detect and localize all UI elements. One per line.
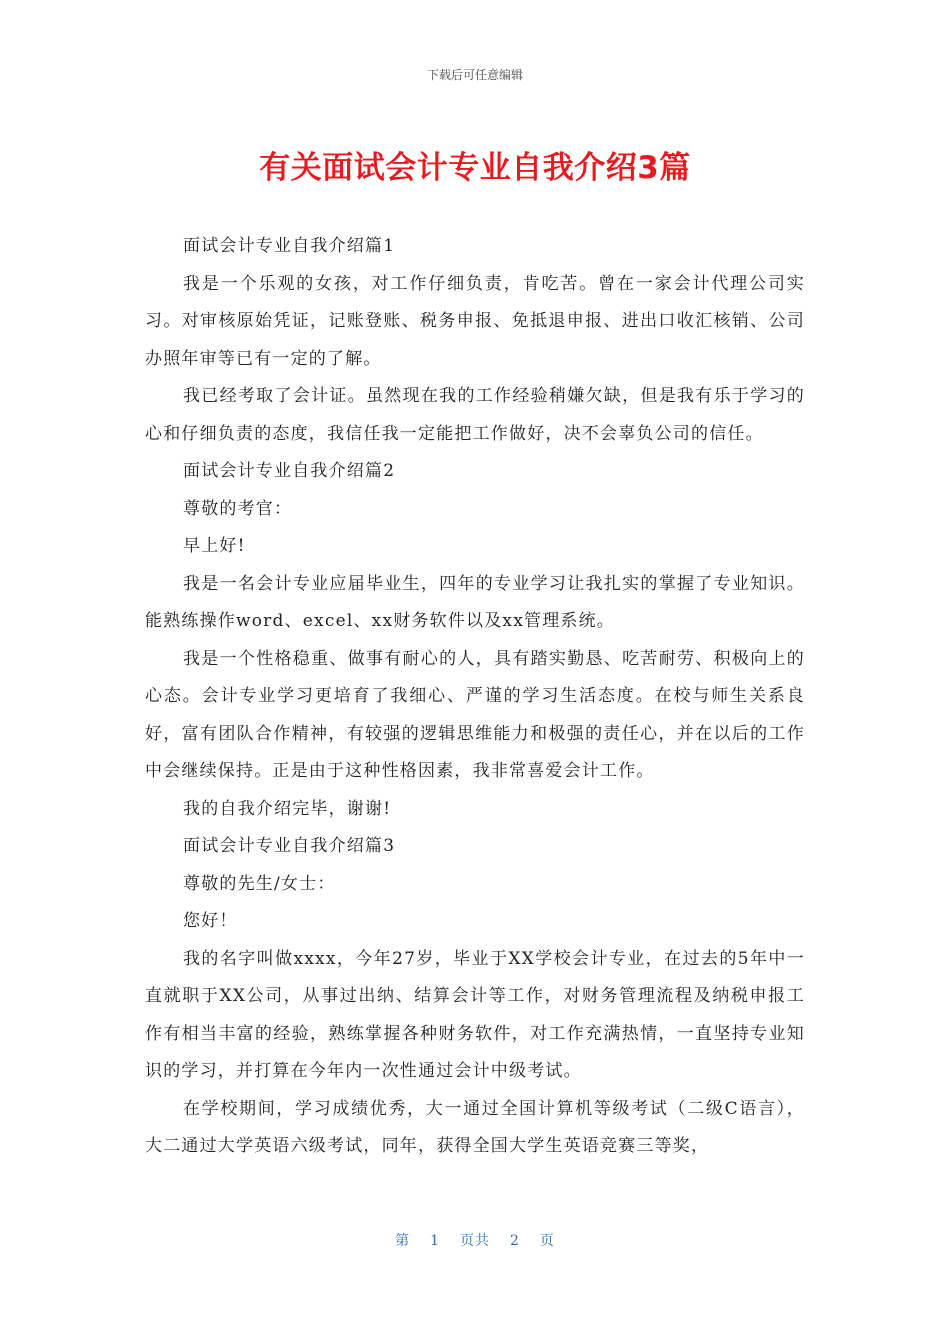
- footer-page-number: 1: [430, 1233, 440, 1249]
- paragraph: 我是一个性格稳重、做事有耐心的人，具有踏实勤恳、吃苦耐劳、积极向上的心态。会计专业学习更培育了我细心、严谨的学习生活态度。在校与师生关系良好，富有团队合作精神，有较强的逻辑思维能力和极强的责任心，并在以后的工作中会继续保持。正是由于这种性格因素，我非常喜爱会计工作。: [145, 648, 805, 781]
- paragraph: 尊敬的考官：: [183, 498, 293, 519]
- paragraph: 尊敬的先生/女士：: [183, 873, 336, 894]
- paragraph: 我已经考取了会计证。虽然现在我的工作经验稍嫌欠缺，但是我有乐于学习的心和仔细负责的态度，我信任我一定能把工作做好，决不会辜负公司的信任。: [145, 386, 805, 444]
- section-heading-2: 面试会计专业自我介绍篇2: [183, 461, 396, 481]
- paragraph: 我是一名会计专业应届毕业生，四年的专业学习让我扎实的掌握了专业知识。能熟练操作word、excel、xx财务软件以及xx管理系统。: [145, 573, 805, 631]
- document-title: 有关面试会计专业自我介绍3篇: [259, 150, 691, 186]
- header-note: 下载后可任意编辑: [426, 68, 523, 82]
- footer-prefix: 第: [395, 1233, 411, 1249]
- paragraph: 我的名字叫做xxxx，今年27岁，毕业于XX学校会计专业，在过去的5年中一直就职于XX公司，从事过出纳、结算会计等工作，对财务管理流程及纳税申报工作有相当丰富的经验，熟练掌握各种财务软件，对工作充满热情，一直坚持专业知识的学习，并打算在今年内一次性通过会计中级考试。: [145, 948, 805, 1081]
- footer-suffix: 页: [539, 1233, 555, 1249]
- section-heading-3: 面试会计专业自我介绍篇3: [183, 836, 396, 856]
- page-footer: [0, 1230, 950, 1250]
- paragraph: 您好！: [183, 911, 238, 931]
- document-body: [145, 228, 805, 1166]
- footer-middle: 页共: [460, 1233, 490, 1249]
- paragraph: 我的自我介绍完毕，谢谢!: [183, 798, 392, 819]
- paragraph: 我是一个乐观的女孩，对工作仔细负责，肯吃苦。曾在一家会计代理公司实习。对审核原始凭证，记账登账、税务申报、免抵退申报、进出口收汇核销、公司办照年审等已有一定的了解。: [145, 273, 805, 369]
- paragraph: 早上好!: [183, 536, 246, 556]
- paragraph: 在学校期间，学习成绩优秀，大一通过全国计算机等级考试（二级C语言），大二通过大学英语六级考试，同年，获得全国大学生英语竞赛三等奖，: [145, 1098, 805, 1156]
- footer-total-pages: 2: [510, 1233, 520, 1249]
- section-heading-1: 面试会计专业自我介绍篇1: [183, 236, 396, 256]
